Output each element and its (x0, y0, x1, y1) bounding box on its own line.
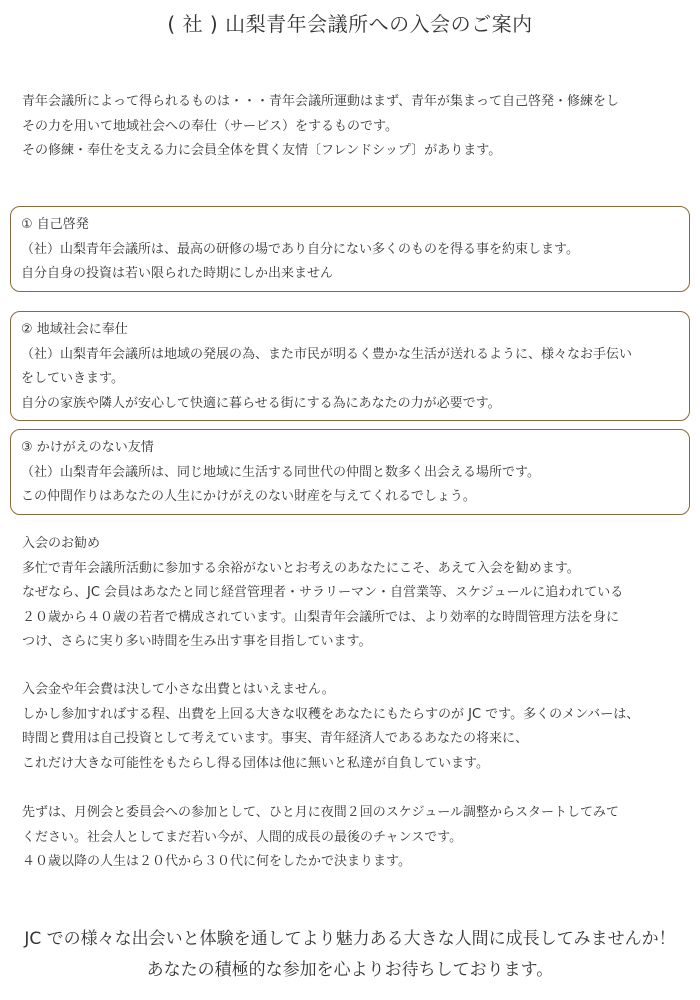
section-self-development (10, 206, 690, 292)
recommendation-line: なぜなら、JC 会員はあなたと同じ経営管理者・サラリーマン・自営業等、スケジュールに追われている (22, 585, 624, 600)
intro-line: その修練・奉仕を支える力に会員全体を貫く友情〔フレンドシップ〕があります。 (22, 143, 502, 158)
recommendation-line: しかし参加すればする程、出費を上回る大きな収穫をあなたにもたらすのが JC です。多くのメンバーは、 (22, 706, 640, 722)
closing-line: JC での様々な出会いと体験を通してより魅力ある大きな人間に成長してみませんか！ (24, 929, 676, 949)
intro-line: 青年会議所によって得られるものは・・・青年会議所運動はまず、青年が集まって自己啓発・修練をし (22, 94, 619, 109)
intro-paragraph (22, 90, 692, 164)
section-line: 自分自身の投資は若い限られた時期にしか出来ません (21, 266, 334, 281)
section-line: をしていきます。 (21, 371, 124, 386)
recommendation-line: ２０歳から４０歳の若者で構成されています。山梨青年会議所では、より効率的な時間管理方法を身に (22, 609, 619, 625)
recommendation-line: ください。社会人としてまだ若い今が、人間的成長の最後のチャンスです。 (22, 829, 463, 845)
recommendation-line: 多忙で青年会議所活動に参加する余裕がないとお考えのあなたにこそ、あえて入会を勧めます。 (22, 560, 580, 576)
recommendation-line: これだけ大きな可能性をもたらし得る団体は他に無いと私達が自負しています。 (22, 755, 489, 771)
section-line: （社）山梨青年会議所は地域の発展の為、また市民が明るく豊かな生活が送れるように、様々なお手伝い (21, 346, 633, 362)
cost-paragraph (22, 678, 692, 776)
section-heading: ③ かけがえのない友情 (21, 440, 154, 455)
page-title: ( 社 ) 山梨青年会議所への入会のご案内 (167, 12, 533, 36)
section-friendship (10, 429, 690, 515)
section-heading: ② 地域社会に奉仕 (21, 322, 128, 337)
closing-line: あなたの積極的な参加を心よりお待ちしております。 (146, 960, 554, 980)
recommendation-line: 時間と費用は自己投資として考えています。事実、青年経済人であるあなたの将来に、 (22, 731, 528, 746)
recommendation-line: 入会金や年会費は決して小さな出費とはいえません。 (22, 682, 335, 697)
intro-line: その力を用いて地域社会への奉仕（サービス）をするものです。 (22, 118, 398, 134)
section-heading: ① 自己啓発 (21, 217, 89, 232)
recommendation-heading: 入会のお勧め (22, 536, 101, 551)
recommendation-line: つけ、さらに実り多い時間を生み出す事を目指しています。 (22, 634, 372, 649)
section-line: 自分の家族や隣人が安心して快適に暮らせる街にする為にあなたの力が必要です。 (21, 395, 501, 411)
closing-message (0, 924, 700, 986)
recommendation-line: ４０歳以降の人生は２０代から３０代に何をしたかで決まります。 (22, 854, 411, 869)
section-line: （社）山梨青年会議所は、最高の研修の場であり自分にない多くのものを得る事を約束します。 (21, 241, 579, 257)
section-line: （社）山梨青年会議所は、同じ地域に生活する同世代の仲間と数多く出会える場所です。 (21, 464, 540, 480)
section-community-service (10, 311, 690, 421)
recommendation-line: 先ずは、月例会と委員会への参加として、ひと月に夜間２回のスケジュール調整からスタートしてみて (22, 805, 619, 820)
start-paragraph (22, 801, 692, 875)
section-line: この仲間作りはあなたの人生にかけがえのない財産を与えてくれるでしょう。 (21, 489, 476, 504)
recommendation-section (22, 532, 692, 655)
